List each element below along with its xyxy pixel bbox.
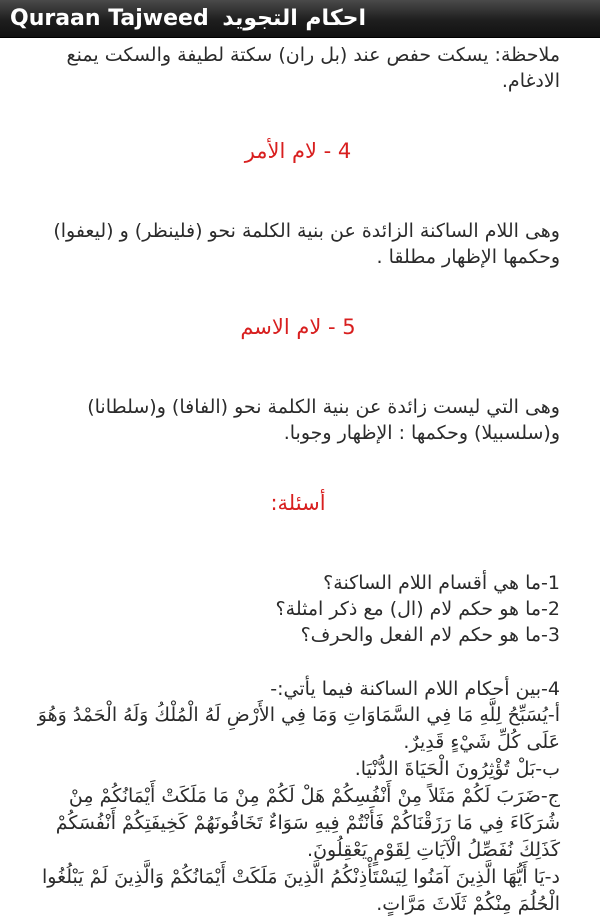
- app-title-latin: Quraan Tajweed: [10, 6, 209, 31]
- question-item: 1-ما هي أقسام اللام الساكنة؟: [323, 572, 560, 594]
- question-item: 2-ما هو حكم لام (ال) مع ذكر امثلة؟: [275, 598, 560, 620]
- app-title: [10, 6, 366, 31]
- section-4-paragraph: وهى اللام الساكنة الزائدة عن بنية الكلمة نحو (فلينظر) و (ليعفوا) وحكمها الإظهار مطلقا .: [53, 220, 560, 268]
- section-4-heading: 4 - لام الأمر: [244, 139, 352, 163]
- questions-heading: أسئلة:: [270, 491, 326, 515]
- verse-item: د-يَا أَيُّهَا الَّذِينَ آمَنُوا لِيَسْتَأْذِنْكُمُ الَّذِينَ مَلَكَتْ أَيْمَانُكُمْ وَالَّذِينَ لَمْ يَبْلُغُوا الْحُلُمَ مِنْكُمْ ثَلَاثَ مَرَّاتٍ.: [41, 866, 560, 915]
- note-paragraph: ملاحظة: يسكت حفص عند (بل ران) سكتة لطيفة والسكت يمنع الادغام.: [66, 44, 560, 92]
- article-scroll-view[interactable]: [0, 38, 600, 915]
- verse-item: أ-يُسَبِّحُ لِلَّهِ مَا فِي السَّمَاوَاتِ وَمَا فِي الأَرْضِ لَهُ الْمُلْكُ وَلَهُ الْحَمْدُ وَهُوَ عَلَى كُلِّ شَيْءٍ قَدِيرٌ.: [37, 704, 560, 753]
- app-title-arabic: احكام التجويد: [222, 6, 367, 31]
- verse-item: ب-بَلْ تُؤْثِرُونَ الْحَيَاةَ الدُّنْيَا.: [354, 758, 560, 780]
- question-item: 3-ما هو حكم لام الفعل والحرف؟: [300, 624, 560, 646]
- section-5-heading: 5 - لام الاسم: [240, 315, 356, 339]
- question-4-prompt: 4-بين أحكام اللام الساكنة فيما يأتي:-: [270, 678, 560, 700]
- app-title-bar: [0, 0, 600, 38]
- verse-item: ج-ضَرَبَ لَكُمْ مَثَلاً مِنْ أَنْفُسِكُمْ هَلْ لَكُمْ مِنْ مَا مَلَكَتْ أَيْمَانُكُمْ مِنْ شُرَكَاءَ فِي مَا رَزَقْنَاكُمْ فَأَنْتُمْ فِيهِ سَوَاءٌ تَخَافُونَهُمْ كَخِيفَتِكُمْ أَنْفُسَكُمْ كَذَلِكَ نُفَصِّلُ الْآيَاتِ لِقَوْمٍ يَعْقِلُونَ.: [55, 785, 560, 861]
- article-body: [0, 38, 600, 918]
- section-5-paragraph: وهى التي ليست زائدة عن بنية الكلمة نحو (الفافا) و(سلطانا) و(سلسبيلا) وحكمها : الإظهار وجوبا.: [87, 396, 560, 444]
